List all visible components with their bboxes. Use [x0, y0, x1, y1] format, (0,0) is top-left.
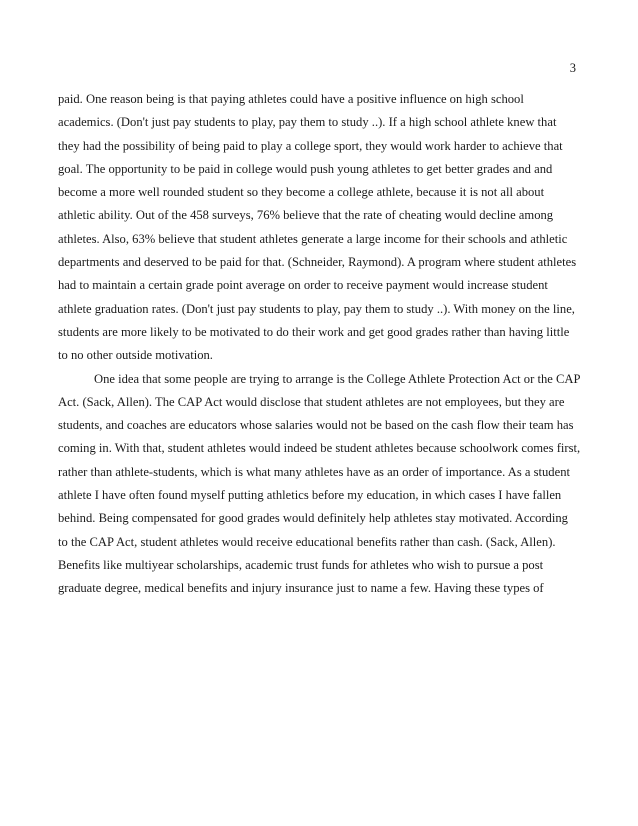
text-line: to no other outside motivation.: [58, 348, 213, 363]
text-line: Act. (Sack, Allen). The CAP Act would disclose that student athletes are not employees, but they are: [58, 394, 565, 409]
body-text: [58, 88, 588, 601]
text-line: rather than athlete-students, which is what many athletes have as an order of importance. As a student: [58, 464, 570, 479]
text-line: goal. The opportunity to be paid in college would push young athletes to get better grades and and: [58, 161, 553, 176]
text-line: behind. Being compensated for good grades would definitely help athletes stay motivated. According: [58, 511, 568, 526]
text-line: coming in. With that, student athletes would indeed be student athletes because schoolwork comes first,: [58, 441, 581, 456]
paragraph-first-line: One idea that some people are trying to arrange is the College Athlete Protection Act or the CAP: [94, 371, 581, 386]
text-line: athletes. Also, 63% believe that student athletes generate a large income for their schools and athletic: [58, 231, 568, 246]
text-line: they had the possibility of being paid to play a college sport, they would work harder to achieve that: [58, 138, 563, 153]
text-line: academics. (Don't just pay students to play, pay them to study ..). If a high school athlete knew that: [58, 115, 557, 130]
text-line: paid. One reason being is that paying athletes could have a positive influence on high school: [58, 92, 524, 106]
text-line: athlete I have often found myself putting athletics before my education, in which cases I have fallen: [58, 488, 562, 503]
text-line: athlete graduation rates. (Don't just pay students to play, pay them to study ..). With money on the line,: [58, 301, 575, 316]
text-line: had to maintain a certain grade point average on order to receive payment would increase student: [58, 278, 548, 293]
text-line: students, and coaches are educators whose salaries would not be based on the cash flow their team has: [58, 418, 574, 433]
text-line: students are more likely to be motivated to do their work and get good grades rather than having little: [58, 324, 570, 339]
text-line: graduate degree, medical benefits and injury insurance just to name a few. Having these types of: [58, 581, 544, 596]
page-number: 3: [569, 61, 576, 75]
text-line: become a more well rounded student so they become a college athlete, because it is not all about: [58, 185, 545, 200]
text-line: athletic ability. Out of the 458 surveys, 76% believe that the rate of cheating would decline among: [58, 208, 554, 223]
text-line: departments and deserved to be paid for that. (Schneider, Raymond). A program where student athletes: [58, 255, 577, 270]
text-line: Benefits like multiyear scholarships, academic trust funds for athletes who wish to pursue a post: [58, 557, 544, 572]
text-line: to the CAP Act, student athletes would receive educational benefits rather than cash. (Sack, Allen).: [58, 534, 556, 549]
